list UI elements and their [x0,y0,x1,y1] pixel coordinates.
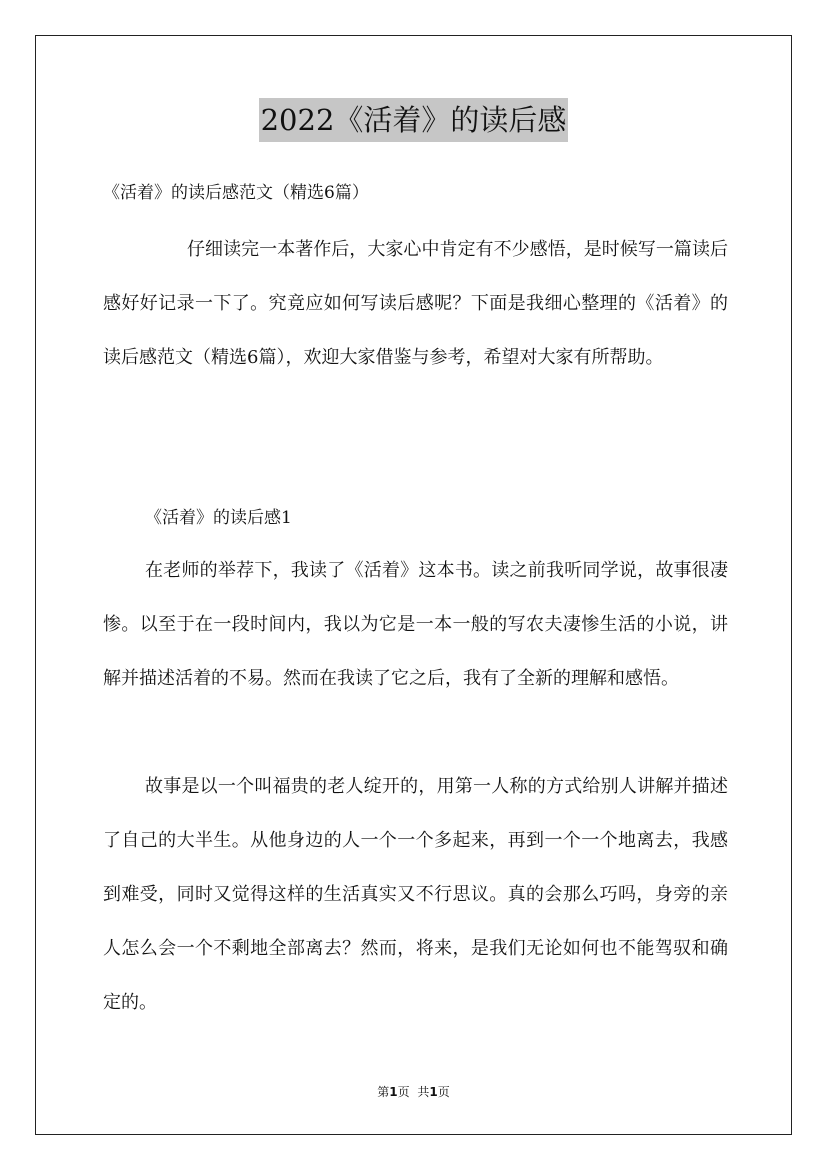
footer-page-prefix: 第 [377,1085,390,1099]
document-subtitle: 《活着》的读后感范文（精选6篇） [103,183,369,203]
body-paragraph-2: 故事是以一个叫福贵的老人绽开的，用第一人称的方式给别人讲解并描述了自己的大半生。从他身边的人一个一个多起来，再到一个一个地离去，我感到难受，同时又觉得这样的生活真实又不行思议。真的会那么巧吗，身旁的亲人怎么会一个不剩地全部离去？然而，将来，是我们无论如何也不能驾驭和确定的。 [103,776,728,1013]
footer-total-suffix: 页 [437,1085,450,1099]
intro-paragraph: 仔细读完一本著作后，大家心中肯定有不少感悟，是时候写一篇读后感好好记录一下了。究竟应如何写读后感呢？下面是我细心整理的《活着》的读后感范文（精选6篇），欢迎大家借鉴与参考，希望对大家有所帮助。 [103,239,728,368]
title-container [0,98,827,142]
document-title: 2022《活着》的读后感 [259,98,569,142]
body-paragraph-1: 在老师的举荐下，我读了《活着》这本书。读之前我听同学说，故事很凄惨。以至于在一段时间内，我以为它是一本一般的写农夫凄惨生活的小说，讲解并描述活着的不易。然而在我读了它之后，我有了全新的理解和感悟。 [103,560,728,689]
page-footer [0,1083,827,1101]
footer-page-suffix: 页 [397,1085,410,1099]
footer-page-current: 1 [389,1085,398,1099]
section-heading: 《活着》的读后感1 [145,508,292,528]
footer-total-prefix: 共 [417,1085,430,1099]
footer-page-total: 1 [429,1085,438,1099]
